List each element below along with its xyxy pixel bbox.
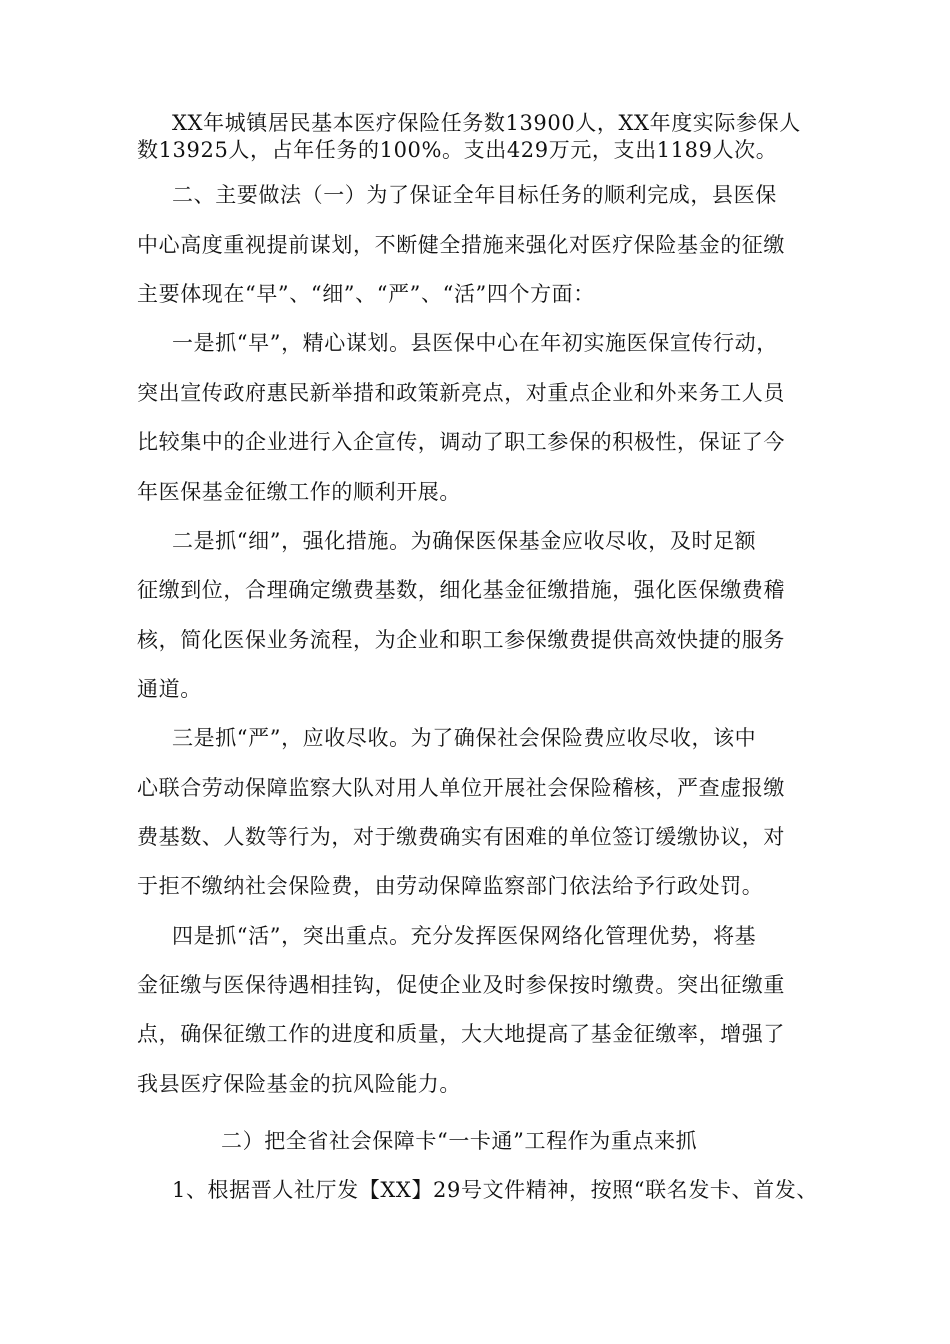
text-line: 年医保基金征缴工作的顺利开展。 xyxy=(137,480,461,504)
text-line: XX年城镇居民基本医疗保险任务数13900人，XX年度实际参保人 xyxy=(172,111,801,135)
text-line: 突出宣传政府惠民新举措和政策新亮点，对重点企业和外来务工人员 xyxy=(137,381,785,405)
text-line: 二、主要做法（一）为了保证全年目标任务的顺利完成，县医保 xyxy=(172,183,777,207)
text-line: 通道。 xyxy=(137,677,202,701)
text-line: 中心高度重视提前谋划，不断健全措施来强化对医疗保险基金的征缴 xyxy=(137,233,785,257)
text-line: 四是抓“活”，突出重点。充分发挥医保网络化管理优势，将基 xyxy=(172,924,757,948)
text-line: 费基数、人数等行为，对于缴费确实有困难的单位签订缓缴协议，对 xyxy=(137,825,785,849)
text-line: 征缴到位，合理确定缴费基数，细化基金征缴措施，强化医保缴费稽 xyxy=(137,578,785,602)
text-line: 二）把全省社会保障卡“一卡通”工程作为重点来抓 xyxy=(221,1129,698,1153)
text-line: 于拒不缴纳社会保险费，由劳动保障监察部门依法给予行政处罚。 xyxy=(137,874,764,898)
text-line: 数13925人，占年任务的100%。支出429万元，支出1189人次。 xyxy=(137,138,778,162)
text-line: 1、根据晋人社厅发【XX】29号文件精神，按照“联名发卡、首发、 xyxy=(172,1178,818,1202)
text-line: 主要体现在“早”、“细”、“严”、“活”四个方面： xyxy=(137,282,595,306)
text-line: 比较集中的企业进行入企宣传，调动了职工参保的积极性，保证了今 xyxy=(137,430,785,454)
text-line: 心联合劳动保障监察大队对用人单位开展社会保险稽核，严查虚报缴 xyxy=(137,776,785,800)
text-line: 核，简化医保业务流程，为企业和职工参保缴费提供高效快捷的服务 xyxy=(137,628,785,652)
text-line: 点，确保征缴工作的进度和质量，大大地提高了基金征缴率，增强了 xyxy=(137,1022,785,1046)
text-line: 三是抓“严”，应收尽收。为了确保社会保险费应收尽收，该中 xyxy=(172,726,757,750)
text-line: 我县医疗保险基金的抗风险能力。 xyxy=(137,1072,461,1096)
text-line: 二是抓“细”，强化措施。为确保医保基金应收尽收，及时足额 xyxy=(172,529,757,553)
text-line: 金征缴与医保待遇相挂钩，促使企业及时参保按时缴费。突出征缴重 xyxy=(137,973,785,997)
text-line: 一是抓“早”，精心谋划。县医保中心在年初实施医保宣传行动， xyxy=(172,331,778,355)
